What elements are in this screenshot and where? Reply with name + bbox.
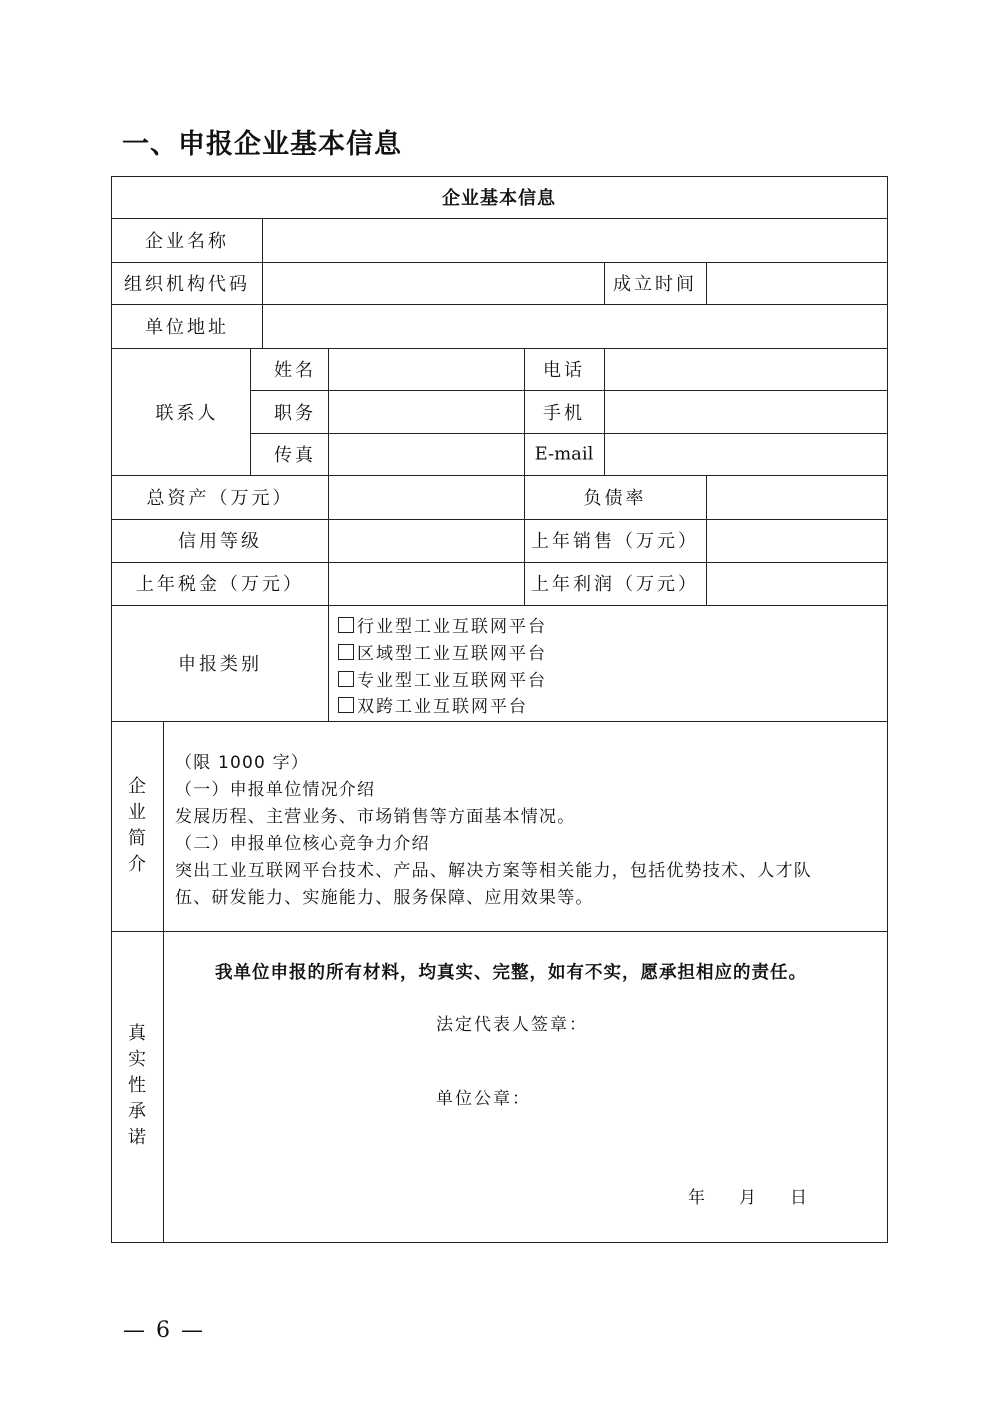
row-rule [250, 433, 888, 434]
label-debt-ratio: 负债率 [583, 488, 647, 509]
table-title: 企业基本信息 [442, 188, 556, 209]
border-bottom [111, 1242, 888, 1243]
enterprise-info-form [111, 176, 888, 1243]
intro-text [175, 750, 881, 912]
label-contact: 联系人 [155, 403, 219, 424]
section-heading: 一、申报企业基本信息 [122, 129, 402, 160]
row-rule [111, 475, 888, 476]
label-name: 姓名 [274, 360, 316, 381]
label-fax: 传真 [274, 445, 316, 466]
category-option[interactable]: 专业型工业互联网平台 [338, 666, 547, 691]
col-rule [706, 262, 707, 304]
label-founded: 成立时间 [613, 274, 697, 295]
intro-line: 突出工业互联网平台技术、产品、解决方案等相关能力，包括优势技术、人才队 [175, 861, 812, 881]
row-rule [111, 562, 888, 563]
label-last-tax: 上年税金（万元） [136, 574, 304, 595]
col-rule [524, 348, 525, 605]
col-rule [706, 475, 707, 605]
col-rule [262, 218, 263, 348]
date-year: 年 [688, 1188, 708, 1208]
category-option[interactable]: 行业型工业互联网平台 [338, 612, 547, 637]
category-option[interactable]: 区域型工业互联网平台 [338, 639, 547, 664]
label-org-code: 组织机构代码 [124, 274, 250, 295]
label-phone: 电话 [543, 360, 585, 381]
col-rule [604, 262, 605, 304]
border-top [111, 176, 888, 177]
border-left [111, 176, 112, 1243]
label-last-sales: 上年销售（万元） [531, 531, 699, 552]
label-pledge: 真 实 性 承 诺 [128, 1023, 146, 1148]
company-seal: 单位公章： [436, 1089, 531, 1109]
date-month: 月 [739, 1188, 759, 1208]
row-rule [111, 605, 888, 606]
pledge-statement: 我单位申报的所有材料，均真实、完整，如有不实，愿承担相应的责任。 [215, 963, 807, 983]
checkbox-icon[interactable] [338, 617, 354, 633]
row-rule [111, 721, 888, 722]
row-rule [111, 304, 888, 305]
date-day: 日 [790, 1188, 810, 1208]
checkbox-icon[interactable] [338, 671, 354, 687]
category-option[interactable]: 双跨工业互联网平台 [338, 692, 528, 717]
label-mobile: 手机 [543, 403, 585, 424]
label-credit: 信用等级 [178, 531, 262, 552]
col-rule [604, 348, 605, 475]
row-rule [111, 931, 888, 932]
intro-line: 伍、研发能力、实施能力、服务保障、应用效果等。 [175, 888, 594, 908]
label-total-assets: 总资产（万元） [146, 488, 294, 509]
intro-line: （限 1000 字） [175, 753, 310, 773]
intro-line: （一）申报单位情况介绍 [175, 780, 376, 800]
intro-line: 发展历程、主营业务、市场销售等方面基本情况。 [175, 807, 576, 827]
label-email: E-mail [534, 443, 594, 465]
legal-rep-signature: 法定代表人签章： [436, 1015, 588, 1035]
row-rule [111, 519, 888, 520]
checkbox-icon[interactable] [338, 697, 354, 713]
col-rule [328, 348, 329, 721]
checkbox-icon[interactable] [338, 644, 354, 660]
label-intro: 企 业 简 介 [128, 776, 146, 875]
border-right [887, 176, 888, 1243]
row-rule [111, 262, 888, 263]
label-company-name: 企业名称 [145, 231, 229, 252]
label-address: 单位地址 [145, 317, 229, 338]
col-rule [250, 348, 251, 475]
label-position: 职务 [274, 403, 316, 424]
page-number: — 6 — [123, 1318, 205, 1343]
row-rule [111, 348, 888, 349]
row-rule [250, 390, 888, 391]
label-category: 申报类别 [178, 654, 262, 675]
col-rule [163, 721, 164, 1242]
intro-line: （二）申报单位核心竞争力介绍 [175, 834, 430, 854]
label-last-profit: 上年利润（万元） [531, 574, 699, 595]
row-rule [111, 218, 888, 219]
